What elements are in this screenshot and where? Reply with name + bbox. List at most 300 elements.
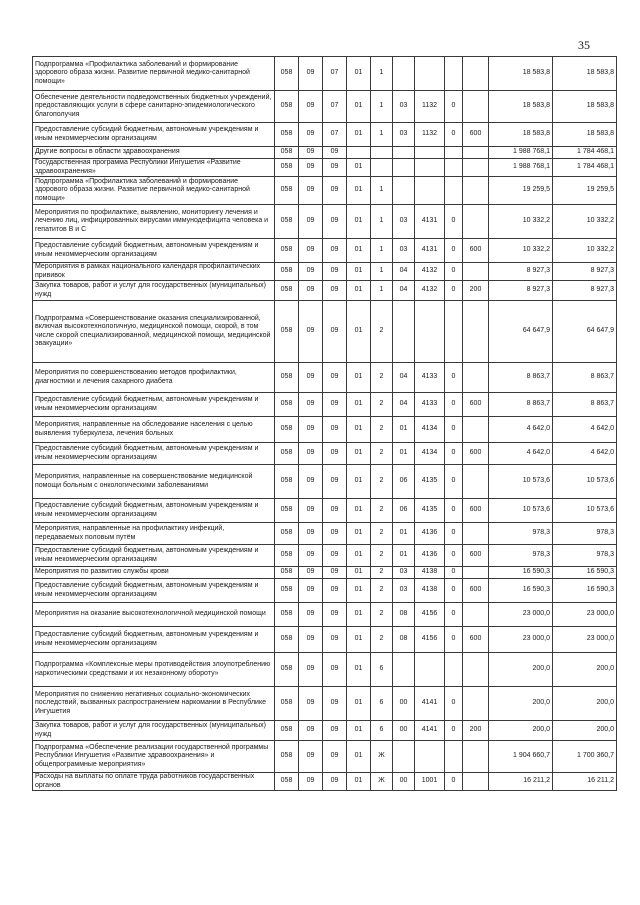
- cell-pr: 09: [323, 393, 347, 417]
- cell-pp: 2: [371, 499, 393, 523]
- cell-sum1: 8 927,3: [489, 263, 553, 281]
- cell-name: Мероприятия, направленные на профилактику инфекций, передаваемых половым путём: [33, 523, 275, 545]
- cell-gp: 01: [347, 579, 371, 603]
- cell-pr: 09: [323, 363, 347, 393]
- cell-napr: 4135: [415, 465, 445, 499]
- cell-napr: 4136: [415, 523, 445, 545]
- cell-sum2: 16 211,2: [553, 773, 617, 791]
- cell-gp: 01: [347, 239, 371, 263]
- table-row: [33, 627, 617, 653]
- cell-ist: [445, 301, 463, 363]
- cell-vr: [463, 91, 489, 123]
- cell-name: Подпрограмма «Обеспечение реализации государственной программы Республики Ингушетия «Развитие здравоохранения» и общепрограммные мероприятия»: [33, 741, 275, 773]
- cell-napr: [415, 147, 445, 159]
- cell-sum2: 4 642,0: [553, 417, 617, 443]
- cell-vr: [463, 653, 489, 687]
- cell-vr: [463, 177, 489, 205]
- cell-napr: 4156: [415, 627, 445, 653]
- cell-rz: 09: [299, 281, 323, 301]
- cell-gp: 01: [347, 721, 371, 741]
- cell-min: 058: [275, 57, 299, 91]
- cell-osm: 03: [393, 567, 415, 579]
- cell-min: 058: [275, 301, 299, 363]
- cell-name: Государственная программа Республики Ингушетия «Развитие здравоохранения»: [33, 159, 275, 177]
- cell-min: 058: [275, 627, 299, 653]
- cell-napr: 1132: [415, 91, 445, 123]
- cell-osm: 03: [393, 123, 415, 147]
- cell-sum2: 16 590,3: [553, 579, 617, 603]
- cell-pr: 07: [323, 57, 347, 91]
- cell-pr: 09: [323, 579, 347, 603]
- table-row: [33, 465, 617, 499]
- cell-sum2: 8 927,3: [553, 263, 617, 281]
- cell-gp: 01: [347, 177, 371, 205]
- cell-pp: 2: [371, 301, 393, 363]
- table-row: [33, 567, 617, 579]
- table-row: [33, 523, 617, 545]
- cell-sum2: 18 583,8: [553, 91, 617, 123]
- cell-vr: [463, 567, 489, 579]
- cell-sum2: 1 784 468,1: [553, 159, 617, 177]
- cell-rz: 09: [299, 741, 323, 773]
- cell-ist: 0: [445, 545, 463, 567]
- cell-name: Предоставление субсидий бюджетным, автономным учреждениям и иным некоммерческим организациям: [33, 393, 275, 417]
- cell-gp: 01: [347, 627, 371, 653]
- cell-gp: 01: [347, 687, 371, 721]
- cell-name: Закупка товаров, работ и услуг для государственных (муниципальных) нужд: [33, 721, 275, 741]
- cell-sum1: 8 863,7: [489, 363, 553, 393]
- cell-pr: 09: [323, 687, 347, 721]
- cell-ist: 0: [445, 499, 463, 523]
- cell-osm: 06: [393, 465, 415, 499]
- cell-pp: 2: [371, 363, 393, 393]
- cell-osm: 04: [393, 263, 415, 281]
- cell-vr: 600: [463, 627, 489, 653]
- cell-sum1: 10 332,2: [489, 205, 553, 239]
- cell-ist: 0: [445, 465, 463, 499]
- cell-name: Подпрограмма «Профилактика заболеваний и формирование здорового образа жизни. Развитие первичной медико-санитарной помощи»: [33, 57, 275, 91]
- cell-name: Мероприятия на оказание высокотехнологичной медицинской помощи: [33, 603, 275, 627]
- cell-vr: [463, 301, 489, 363]
- cell-name: Предоставление субсидий бюджетным, автономным учреждениям и иным некоммерческим организациям: [33, 123, 275, 147]
- cell-name: Мероприятия, направленные на обследование населения с целью выявления туберкулеза, лечения больных: [33, 417, 275, 443]
- cell-name: Подпрограмма «Профилактика заболеваний и формирование здорового образа жизни. Развитие первичной медико-санитарной помощи»: [33, 177, 275, 205]
- cell-rz: 09: [299, 147, 323, 159]
- cell-osm: 03: [393, 239, 415, 263]
- cell-sum2: 16 590,3: [553, 567, 617, 579]
- cell-napr: [415, 57, 445, 91]
- cell-napr: [415, 159, 445, 177]
- cell-osm: 03: [393, 205, 415, 239]
- cell-pr: 09: [323, 523, 347, 545]
- cell-gp: 01: [347, 159, 371, 177]
- cell-napr: 4138: [415, 579, 445, 603]
- cell-min: 058: [275, 603, 299, 627]
- table-row: [33, 579, 617, 603]
- cell-pp: 6: [371, 687, 393, 721]
- cell-ist: 0: [445, 417, 463, 443]
- cell-sum2: 19 259,5: [553, 177, 617, 205]
- cell-ist: 0: [445, 263, 463, 281]
- cell-min: 058: [275, 91, 299, 123]
- cell-sum1: 23 000,0: [489, 627, 553, 653]
- table-row: [33, 147, 617, 159]
- cell-pr: 09: [323, 603, 347, 627]
- cell-sum2: 200,0: [553, 721, 617, 741]
- cell-sum2: 1 784 468,1: [553, 147, 617, 159]
- cell-pp: 2: [371, 567, 393, 579]
- cell-rz: 09: [299, 205, 323, 239]
- cell-sum1: 200,0: [489, 653, 553, 687]
- cell-min: 058: [275, 653, 299, 687]
- cell-name: Подпрограмма «Комплексные меры противодействия злоупотреблению наркотическими средствами и их незаконному обороту»: [33, 653, 275, 687]
- cell-gp: 01: [347, 205, 371, 239]
- cell-gp: 01: [347, 123, 371, 147]
- cell-vr: 600: [463, 499, 489, 523]
- cell-name: Предоставление субсидий бюджетным, автономным учреждениям и иным некоммерческим организациям: [33, 545, 275, 567]
- cell-min: 058: [275, 159, 299, 177]
- cell-rz: 09: [299, 123, 323, 147]
- cell-sum2: 18 583,8: [553, 123, 617, 147]
- cell-pp: 6: [371, 721, 393, 741]
- cell-pp: 2: [371, 603, 393, 627]
- cell-vr: 200: [463, 281, 489, 301]
- cell-osm: 03: [393, 579, 415, 603]
- cell-gp: 01: [347, 443, 371, 465]
- cell-ist: 0: [445, 773, 463, 791]
- cell-min: 058: [275, 363, 299, 393]
- table-row: [33, 281, 617, 301]
- cell-ist: 0: [445, 239, 463, 263]
- cell-pp: 1: [371, 57, 393, 91]
- cell-pr: 09: [323, 205, 347, 239]
- cell-sum2: 10 332,2: [553, 239, 617, 263]
- cell-osm: 00: [393, 721, 415, 741]
- cell-min: 058: [275, 393, 299, 417]
- cell-rz: 09: [299, 499, 323, 523]
- cell-sum1: 1 904 660,7: [489, 741, 553, 773]
- cell-pp: 1: [371, 205, 393, 239]
- cell-sum1: 10 573,6: [489, 465, 553, 499]
- cell-min: 058: [275, 499, 299, 523]
- cell-napr: 4141: [415, 721, 445, 741]
- table-row: [33, 443, 617, 465]
- cell-sum2: 10 573,6: [553, 465, 617, 499]
- cell-vr: [463, 205, 489, 239]
- cell-ist: 0: [445, 443, 463, 465]
- cell-pp: 2: [371, 393, 393, 417]
- cell-osm: 01: [393, 523, 415, 545]
- cell-rz: 09: [299, 393, 323, 417]
- cell-rz: 09: [299, 177, 323, 205]
- cell-ist: [445, 653, 463, 687]
- cell-gp: 01: [347, 773, 371, 791]
- table-row: [33, 741, 617, 773]
- cell-osm: 00: [393, 773, 415, 791]
- cell-pp: Ж: [371, 773, 393, 791]
- cell-pr: 07: [323, 91, 347, 123]
- cell-pp: 1: [371, 91, 393, 123]
- cell-vr: [463, 57, 489, 91]
- cell-vr: [463, 465, 489, 499]
- cell-sum1: 23 000,0: [489, 603, 553, 627]
- cell-napr: 1132: [415, 123, 445, 147]
- cell-sum1: 64 647,9: [489, 301, 553, 363]
- cell-osm: [393, 147, 415, 159]
- cell-rz: 09: [299, 263, 323, 281]
- cell-rz: 09: [299, 627, 323, 653]
- cell-rz: 09: [299, 91, 323, 123]
- cell-pr: 09: [323, 499, 347, 523]
- cell-ist: 0: [445, 603, 463, 627]
- table-row: [33, 417, 617, 443]
- cell-pr: 09: [323, 653, 347, 687]
- cell-name: Мероприятия по снижению негативных социально-экономических последствий, вызванных распространением наркомании в Республике Ингушетия: [33, 687, 275, 721]
- cell-osm: 04: [393, 393, 415, 417]
- cell-min: 058: [275, 545, 299, 567]
- cell-min: 058: [275, 147, 299, 159]
- cell-pp: 1: [371, 123, 393, 147]
- cell-sum1: 16 211,2: [489, 773, 553, 791]
- table-row: [33, 773, 617, 791]
- table-row: [33, 393, 617, 417]
- table-row: [33, 123, 617, 147]
- cell-osm: 01: [393, 443, 415, 465]
- cell-ist: [445, 741, 463, 773]
- cell-vr: [463, 773, 489, 791]
- cell-gp: 01: [347, 567, 371, 579]
- cell-pr: 09: [323, 545, 347, 567]
- cell-name: Подпрограмма «Совершенствование оказания специализированной, включая высокотехнологичную, медицинской помощи, скорой, в том числе скорой специализированной, медицинской помощи, медицинской эвакуации»: [33, 301, 275, 363]
- cell-sum2: 8 863,7: [553, 363, 617, 393]
- cell-sum1: 978,3: [489, 545, 553, 567]
- cell-vr: [463, 159, 489, 177]
- cell-rz: 09: [299, 465, 323, 499]
- cell-napr: 4133: [415, 363, 445, 393]
- cell-sum2: 1 700 360,7: [553, 741, 617, 773]
- cell-osm: 04: [393, 281, 415, 301]
- cell-name: Мероприятия, направленные на совершенствование медицинской помощи больным с онкологическими заболеваниями: [33, 465, 275, 499]
- cell-ist: 0: [445, 205, 463, 239]
- cell-min: 058: [275, 239, 299, 263]
- cell-napr: [415, 177, 445, 205]
- cell-gp: 01: [347, 417, 371, 443]
- table-row: [33, 205, 617, 239]
- cell-name: Другие вопросы в области здравоохранения: [33, 147, 275, 159]
- cell-ist: [445, 177, 463, 205]
- table-row: [33, 603, 617, 627]
- cell-pr: 09: [323, 177, 347, 205]
- table-row: [33, 363, 617, 393]
- page-number: 35: [578, 38, 590, 52]
- cell-pp: 6: [371, 653, 393, 687]
- cell-rz: 09: [299, 721, 323, 741]
- cell-osm: [393, 177, 415, 205]
- cell-pr: 09: [323, 773, 347, 791]
- cell-pr: 07: [323, 123, 347, 147]
- cell-osm: [393, 301, 415, 363]
- cell-sum1: 200,0: [489, 687, 553, 721]
- cell-ist: 0: [445, 363, 463, 393]
- cell-ist: 0: [445, 281, 463, 301]
- cell-pp: [371, 159, 393, 177]
- cell-sum2: 18 583,8: [553, 57, 617, 91]
- cell-osm: 06: [393, 499, 415, 523]
- cell-napr: 4134: [415, 443, 445, 465]
- cell-gp: 01: [347, 57, 371, 91]
- cell-name: Расходы на выплаты по оплате труда работников государственных органов: [33, 773, 275, 791]
- cell-name: Мероприятия в рамках национального календаря профилактических прививок: [33, 263, 275, 281]
- cell-vr: [463, 523, 489, 545]
- cell-osm: 04: [393, 363, 415, 393]
- cell-osm: 03: [393, 91, 415, 123]
- cell-gp: 01: [347, 603, 371, 627]
- cell-sum1: 8 927,3: [489, 281, 553, 301]
- cell-gp: 01: [347, 281, 371, 301]
- cell-rz: 09: [299, 567, 323, 579]
- cell-pr: 09: [323, 443, 347, 465]
- cell-sum2: 23 000,0: [553, 603, 617, 627]
- cell-napr: [415, 301, 445, 363]
- cell-gp: 01: [347, 301, 371, 363]
- cell-name: Обеспечение деятельности подведомственных бюджетных учреждений, предоставляющих услуги в сфере санитарно-эпидемиологического благополучия: [33, 91, 275, 123]
- cell-sum2: 978,3: [553, 523, 617, 545]
- cell-rz: 09: [299, 363, 323, 393]
- cell-min: 058: [275, 721, 299, 741]
- cell-sum1: 19 259,5: [489, 177, 553, 205]
- cell-pp: 1: [371, 177, 393, 205]
- cell-osm: 08: [393, 603, 415, 627]
- cell-rz: 09: [299, 443, 323, 465]
- cell-rz: 09: [299, 603, 323, 627]
- cell-sum2: 8 863,7: [553, 393, 617, 417]
- cell-vr: 600: [463, 393, 489, 417]
- cell-sum2: 23 000,0: [553, 627, 617, 653]
- cell-min: 058: [275, 177, 299, 205]
- cell-napr: 4141: [415, 687, 445, 721]
- cell-pr: 09: [323, 147, 347, 159]
- cell-ist: 0: [445, 721, 463, 741]
- cell-gp: 01: [347, 363, 371, 393]
- table-row: [33, 301, 617, 363]
- cell-sum2: 8 927,3: [553, 281, 617, 301]
- cell-napr: 4133: [415, 393, 445, 417]
- cell-gp: 01: [347, 653, 371, 687]
- cell-napr: 4135: [415, 499, 445, 523]
- cell-pr: 09: [323, 627, 347, 653]
- cell-sum1: 16 590,3: [489, 579, 553, 603]
- cell-sum2: 10 332,2: [553, 205, 617, 239]
- cell-pp: 2: [371, 627, 393, 653]
- cell-min: 058: [275, 579, 299, 603]
- cell-gp: 01: [347, 499, 371, 523]
- cell-pp: 1: [371, 239, 393, 263]
- cell-pr: 09: [323, 159, 347, 177]
- cell-rz: 09: [299, 579, 323, 603]
- cell-vr: 600: [463, 545, 489, 567]
- cell-name: Предоставление субсидий бюджетным, автономным учреждениям и иным некоммерческим организациям: [33, 627, 275, 653]
- cell-rz: 09: [299, 687, 323, 721]
- cell-sum1: 10 332,2: [489, 239, 553, 263]
- cell-napr: 4134: [415, 417, 445, 443]
- table-row: [33, 91, 617, 123]
- cell-name: Предоставление субсидий бюджетным, автономным учреждениям и иным некоммерческим организациям: [33, 443, 275, 465]
- cell-pp: 2: [371, 465, 393, 499]
- cell-ist: 0: [445, 567, 463, 579]
- cell-osm: [393, 57, 415, 91]
- cell-ist: [445, 147, 463, 159]
- cell-pr: 09: [323, 239, 347, 263]
- cell-name: Мероприятия по профилактике, выявлению, мониторингу лечения и лечению лиц, инфицированных вирусами иммунодефицита человека и гепатитов В и С: [33, 205, 275, 239]
- cell-pr: 09: [323, 281, 347, 301]
- cell-pr: 09: [323, 417, 347, 443]
- table-row: [33, 687, 617, 721]
- cell-sum1: 1 988 768,1: [489, 147, 553, 159]
- cell-sum1: 200,0: [489, 721, 553, 741]
- cell-osm: 01: [393, 545, 415, 567]
- cell-min: 058: [275, 263, 299, 281]
- cell-min: 058: [275, 741, 299, 773]
- cell-name: Предоставление субсидий бюджетным, автономным учреждениям и иным некоммерческим организациям: [33, 499, 275, 523]
- budget-table: [32, 56, 617, 791]
- cell-sum2: 10 573,6: [553, 499, 617, 523]
- cell-pp: [371, 147, 393, 159]
- cell-sum1: 18 583,8: [489, 123, 553, 147]
- cell-vr: [463, 147, 489, 159]
- cell-rz: 09: [299, 159, 323, 177]
- cell-ist: 0: [445, 579, 463, 603]
- cell-pp: 2: [371, 545, 393, 567]
- cell-min: 058: [275, 773, 299, 791]
- cell-sum1: 10 573,6: [489, 499, 553, 523]
- cell-napr: 1001: [415, 773, 445, 791]
- cell-ist: 0: [445, 91, 463, 123]
- cell-pr: 09: [323, 465, 347, 499]
- cell-min: 058: [275, 205, 299, 239]
- cell-napr: 4156: [415, 603, 445, 627]
- cell-sum1: 978,3: [489, 523, 553, 545]
- table-row: [33, 159, 617, 177]
- cell-sum1: 1 988 768,1: [489, 159, 553, 177]
- cell-rz: 09: [299, 545, 323, 567]
- cell-rz: 09: [299, 57, 323, 91]
- cell-vr: 600: [463, 123, 489, 147]
- cell-rz: 09: [299, 417, 323, 443]
- table-row: [33, 57, 617, 91]
- table-row: [33, 177, 617, 205]
- cell-vr: 600: [463, 579, 489, 603]
- cell-name: Предоставление субсидий бюджетным, автономным учреждениям и иным некоммерческим организациям: [33, 239, 275, 263]
- cell-osm: [393, 653, 415, 687]
- cell-pr: 09: [323, 263, 347, 281]
- cell-gp: [347, 147, 371, 159]
- cell-ist: 0: [445, 627, 463, 653]
- cell-pr: 09: [323, 721, 347, 741]
- cell-sum1: 18 583,8: [489, 91, 553, 123]
- cell-pp: 2: [371, 579, 393, 603]
- cell-napr: [415, 653, 445, 687]
- cell-ist: 0: [445, 393, 463, 417]
- cell-sum1: 8 863,7: [489, 393, 553, 417]
- cell-min: 058: [275, 123, 299, 147]
- cell-pr: 09: [323, 301, 347, 363]
- cell-vr: [463, 263, 489, 281]
- cell-napr: 4136: [415, 545, 445, 567]
- table-row: [33, 263, 617, 281]
- cell-sum2: 978,3: [553, 545, 617, 567]
- cell-pp: Ж: [371, 741, 393, 773]
- cell-gp: 01: [347, 263, 371, 281]
